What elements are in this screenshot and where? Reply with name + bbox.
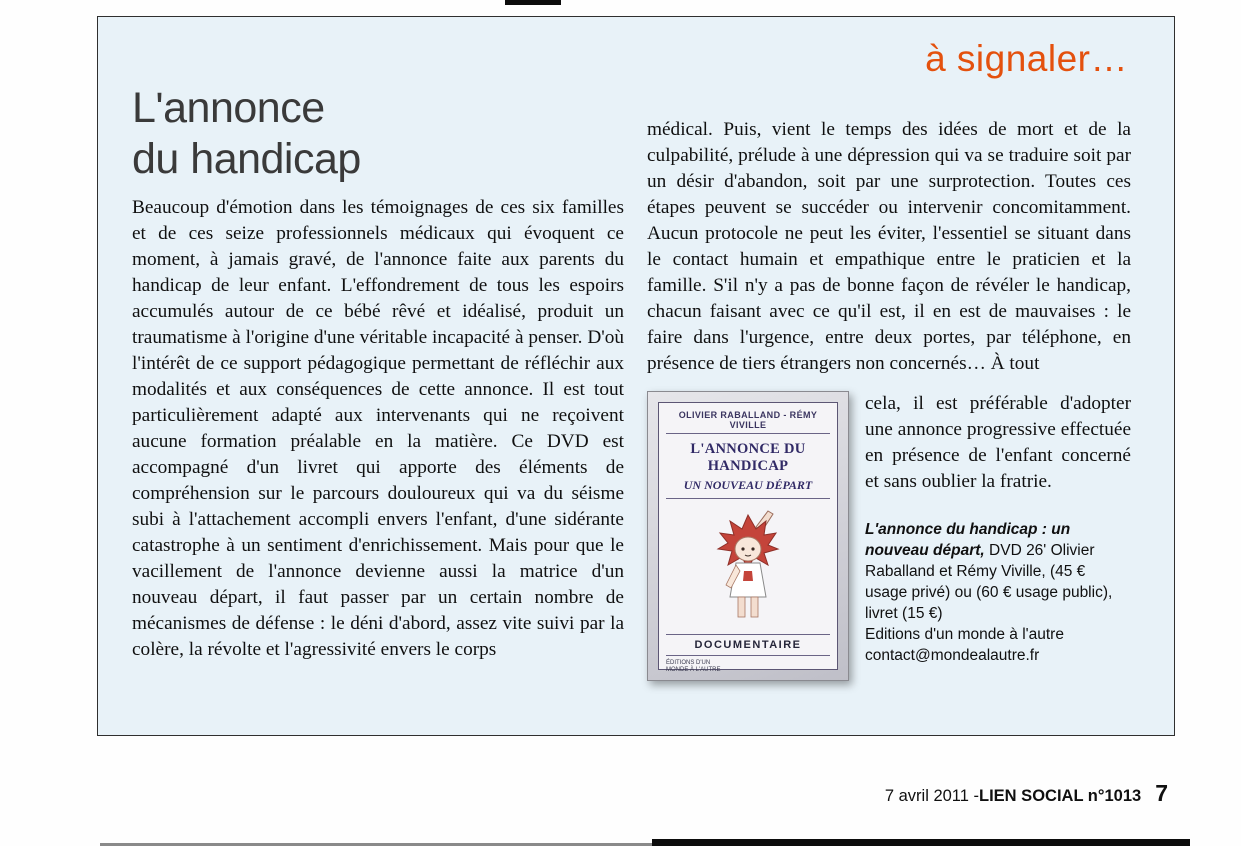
dvd-cover-inner — [658, 402, 838, 673]
dvd-cover — [647, 391, 849, 681]
dvd-authors: OLIVIER RABALLAND - RÉMY VIVILLE — [666, 410, 830, 434]
caption-title: L'annonce du handicap : un nouveau départ, — [865, 521, 1071, 559]
footer-issue: LIEN SOCIAL n°1013 — [979, 787, 1142, 805]
left-column-text: Beaucoup d'émotion dans les témoignages de ces six familles et de ces seize professionnels médicaux qui évoquent ce moment, à jamais gravé, de l'annonce faite aux parents du handicap de leur enfant. L'effondrement de tous les espoirs accumulés autour de ce bébé rêvé et idéalisé, produit un traumatisme à l'origine d'une véritable incapacité à penser. D'où l'intérêt de ce support pédagogique permettant de réfléchir aux modalités et aux conséquences de cette annonce. Il est tout particulièrement adapté aux intervenants qui ne reçoivent aucune formation préalable en la matière. Ce DVD est accompagné d'un livret qui apporte des éléments de compréhension sur le parcours douloureux qui va du séisme subi à l'attachement accompli envers l'enfant, d'une sidérante catastrophe à un sentiment d'enrichissement. Mais pour que le vacillement de l'annonce devienne aussi la matrice d'un nouveau départ, il faut passer par un certain nombre de mécanismes de défense : le déni d'abord, assez vite suivi par la colère, la révolte et l'agressivité envers le corps — [132, 197, 624, 660]
scan-artifact-bottom-right — [652, 839, 1190, 846]
dvd-caption — [865, 519, 1131, 666]
caption-details: DVD 26' Olivier Raballand et Rémy Viville, (45 € usage privé) ou (60 € usage public), livret (15 €) — [865, 542, 1113, 622]
footer-page-number: 7 — [1155, 780, 1168, 806]
page-footer — [885, 780, 1168, 807]
article-title-line1: L'annonce — [132, 84, 325, 132]
caption-publisher: Editions d'un monde à l'autre — [865, 626, 1064, 643]
media-row — [647, 391, 1131, 681]
right-column — [647, 117, 1131, 681]
article-title — [132, 83, 361, 185]
dvd-title: L'ANNONCE DU HANDICAP — [690, 441, 806, 474]
article-title-line2: du handicap — [132, 135, 361, 183]
article-box — [97, 16, 1175, 736]
dvd-subtitle: UN NOUVEAU DÉPART — [666, 478, 830, 499]
section-label: à signaler… — [925, 38, 1128, 79]
footer-date: 7 avril 2011 - — [884, 787, 980, 805]
wrap-text: cela, il est préférable d'adopter une annonce progressive effectuée en présence de l'enfant concerné et sans oublier la fratrie. — [865, 393, 1131, 492]
manga-girl-illustration — [696, 505, 800, 630]
right-column-text: médical. Puis, vient le temps des idées de mort et de la culpabilité, prélude à une dépression qui va se traduire soit par un désir d'abandon, soit par une surprotection. Toutes ces étapes peuvent se succéder ou intervenir concomitamment. Aucun protocole ne peut les éviter, l'essentiel se situant dans le contact humain et empathique entre le praticien et la famille. S'il n'y a pas de bonne façon de révéler le handicap, chacun faisant avec ce qu'il est, il en est de mauvaises : le faire dans l'urgence, entre deux portes, par téléphone, en présence de tiers étrangers non concernés… À tout — [647, 119, 1131, 374]
media-side-text — [865, 391, 1131, 681]
dvd-publisher-logo: ÉDITIONS D'UN MONDE À L'AUTRE — [666, 660, 721, 673]
caption-contact: contact@mondealautre.fr — [865, 647, 1040, 664]
scan-artifact-top — [505, 0, 561, 5]
caption-main — [865, 519, 1131, 624]
dvd-category-label: DOCUMENTAIRE — [666, 634, 830, 656]
